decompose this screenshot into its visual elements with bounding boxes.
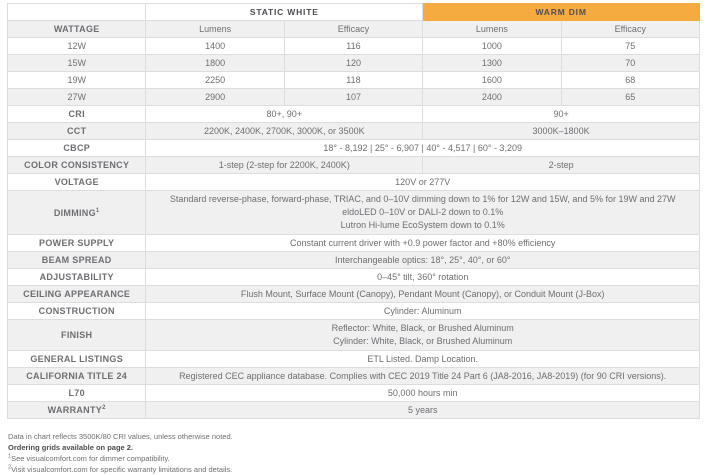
california-title-24-value: Registered CEC appliance database. Complies with CEC 2019 Title 24 Part 6 (JA8-2016, JA8-2019) (for 90 CRI versions). — [146, 368, 700, 385]
sw-lumens-value: 1400 — [146, 38, 284, 55]
sw-lumens-value: 2900 — [146, 89, 284, 106]
table-row-adjustability — [8, 269, 700, 286]
table-row-dimming — [8, 191, 700, 235]
wd-lumens-value: 1000 — [423, 38, 561, 55]
sw-efficacy-value: 116 — [284, 38, 422, 55]
cct-label: CCT — [8, 123, 146, 140]
column-header-row — [8, 21, 700, 38]
wattage-value: 15W — [8, 55, 146, 72]
wd-efficacy-value: 70 — [561, 55, 699, 72]
ceiling-appearance-label: CEILING APPEARANCE — [8, 286, 146, 303]
finish-line-2: Cylinder: White, Black, or Brushed Aluminum — [333, 336, 513, 346]
table-row-power-supply — [8, 235, 700, 252]
group-header-empty-cell — [8, 4, 146, 21]
power-supply-value: Constant current driver with +0.9 power factor and +80% efficiency — [146, 235, 700, 252]
voltage-value: 120V or 277V — [146, 174, 700, 191]
construction-value: Cylinder: Aluminum — [146, 303, 700, 320]
table-row-general-listings — [8, 351, 700, 368]
wattage-value: 19W — [8, 72, 146, 89]
footnote-data-values: Data in chart reflects 3500K/80 CRI values, unless otherwise noted. — [8, 432, 233, 441]
wd-lumens-value: 1300 — [423, 55, 561, 72]
adjustability-value: 0–45° tilt, 360° rotation — [146, 269, 700, 286]
sw-efficacy-value: 118 — [284, 72, 422, 89]
table-row-27w — [8, 89, 700, 106]
table-row-ceiling-appearance — [8, 286, 700, 303]
adjustability-label: ADJUSTABILITY — [8, 269, 146, 286]
cbcp-value: 18° - 8,192 | 25° - 6,907 | 40° - 4,517 | 60° - 3,209 — [146, 140, 700, 157]
cct-warm-dim-value: 3000K–1800K — [423, 123, 700, 140]
sw-lumens-column-header: Lumens — [146, 21, 284, 38]
color-consistency-static-white-value: 1-step (2-step for 2200K, 2400K) — [146, 157, 423, 174]
beam-spread-label: BEAM SPREAD — [8, 252, 146, 269]
table-row-construction — [8, 303, 700, 320]
general-listings-value: ETL Listed. Damp Location. — [146, 351, 700, 368]
wd-lumens-column-header: Lumens — [423, 21, 561, 38]
dimming-footnote-marker: 1 — [95, 207, 100, 214]
ceiling-appearance-value: Flush Mount, Surface Mount (Canopy), Pendant Mount (Canopy), or Conduit Mount (J-Box) — [146, 286, 700, 303]
sw-lumens-value: 2250 — [146, 72, 284, 89]
spec-table — [7, 3, 700, 419]
wd-lumens-value: 1600 — [423, 72, 561, 89]
table-row-cct — [8, 123, 700, 140]
spec-sheet-page — [0, 3, 707, 474]
power-supply-label: POWER SUPPLY — [8, 235, 146, 252]
table-row-l70 — [8, 385, 700, 402]
dimming-value — [146, 191, 700, 235]
dimming-line-1: Standard reverse-phase, forward-phase, TRIAC, and 0–10V dimming down to 1% for 12W and 15W, and 5% for 19W and 27W — [169, 194, 676, 204]
warranty-label: WARRANTY$^2$ — [8, 402, 146, 419]
table-row-beam-spread — [8, 252, 700, 269]
finish-line-1: Reflector: White, Black, or Brushed Aluminum — [331, 323, 514, 333]
table-row-15w — [8, 55, 700, 72]
color-consistency-label: COLOR CONSISTENCY — [8, 157, 146, 174]
sw-efficacy-value: 107 — [284, 89, 422, 106]
table-row-19w — [8, 72, 700, 89]
finish-value — [146, 320, 700, 351]
cri-static-white-value: 80+, 90+ — [146, 106, 423, 123]
table-row-cbcp — [8, 140, 700, 157]
warm-dim-header: WARM DIM — [423, 4, 700, 21]
footnotes — [8, 431, 707, 475]
group-header-row — [8, 4, 700, 21]
wd-efficacy-value: 65 — [561, 89, 699, 106]
wd-efficacy-value: 68 — [561, 72, 699, 89]
wd-efficacy-value: 75 — [561, 38, 699, 55]
wd-lumens-value: 2400 — [423, 89, 561, 106]
cct-static-white-value: 2200K, 2400K, 2700K, 3000K, or 3500K — [146, 123, 423, 140]
table-row-12w — [8, 38, 700, 55]
dimming-line-2: eldoLED 0–10V or DALI-2 down to 0.1% — [342, 207, 504, 217]
l70-value: 50,000 hours min — [146, 385, 700, 402]
footnote-warranty-details: $^2$Visit visualcomfort.com for specific warranty limitations and details. — [8, 464, 233, 474]
table-row-warranty — [8, 402, 700, 419]
sw-efficacy-value: 120 — [284, 55, 422, 72]
table-row-finish — [8, 320, 700, 351]
general-listings-label: GENERAL LISTINGS — [8, 351, 146, 368]
cbcp-label: CBCP — [8, 140, 146, 157]
wattage-value: 12W — [8, 38, 146, 55]
warranty-value: 5 years — [146, 402, 700, 419]
sw-efficacy-column-header: Efficacy — [284, 21, 422, 38]
california-title-24-label: CALIFORNIA TITLE 24 — [8, 368, 146, 385]
color-consistency-warm-dim-value: 2-step — [423, 157, 700, 174]
wattage-value: 27W — [8, 89, 146, 106]
construction-label: CONSTRUCTION — [8, 303, 146, 320]
wattage-column-header: WATTAGE — [8, 21, 146, 38]
l70-label: L70 — [8, 385, 146, 402]
static-white-header: STATIC WHITE — [146, 4, 423, 21]
voltage-label: VOLTAGE — [8, 174, 146, 191]
cri-warm-dim-value: 90+ — [423, 106, 700, 123]
footnote-dimmer-compatibility: $^1$See visualcomfort.com for dimmer compatibility. — [8, 453, 170, 463]
wd-efficacy-column-header: Efficacy — [561, 21, 699, 38]
table-row-california-title-24 — [8, 368, 700, 385]
table-row-color-consistency — [8, 157, 700, 174]
cri-label: CRI — [8, 106, 146, 123]
table-row-voltage — [8, 174, 700, 191]
sw-lumens-value: 1800 — [146, 55, 284, 72]
table-row-cri — [8, 106, 700, 123]
dimming-line-3: Lutron Hi-lume EcoSystem down to 0.1% — [340, 220, 505, 230]
finish-label: FINISH — [8, 320, 146, 351]
beam-spread-value: Interchangeable optics: 18°, 25°, 40°, or 60° — [146, 252, 700, 269]
dimming-label: DIMMING$^1$ — [8, 191, 146, 235]
warranty-footnote-marker: 2 — [102, 405, 106, 411]
footnote-ordering-grids: Ordering grids available on page 2. — [8, 443, 134, 452]
